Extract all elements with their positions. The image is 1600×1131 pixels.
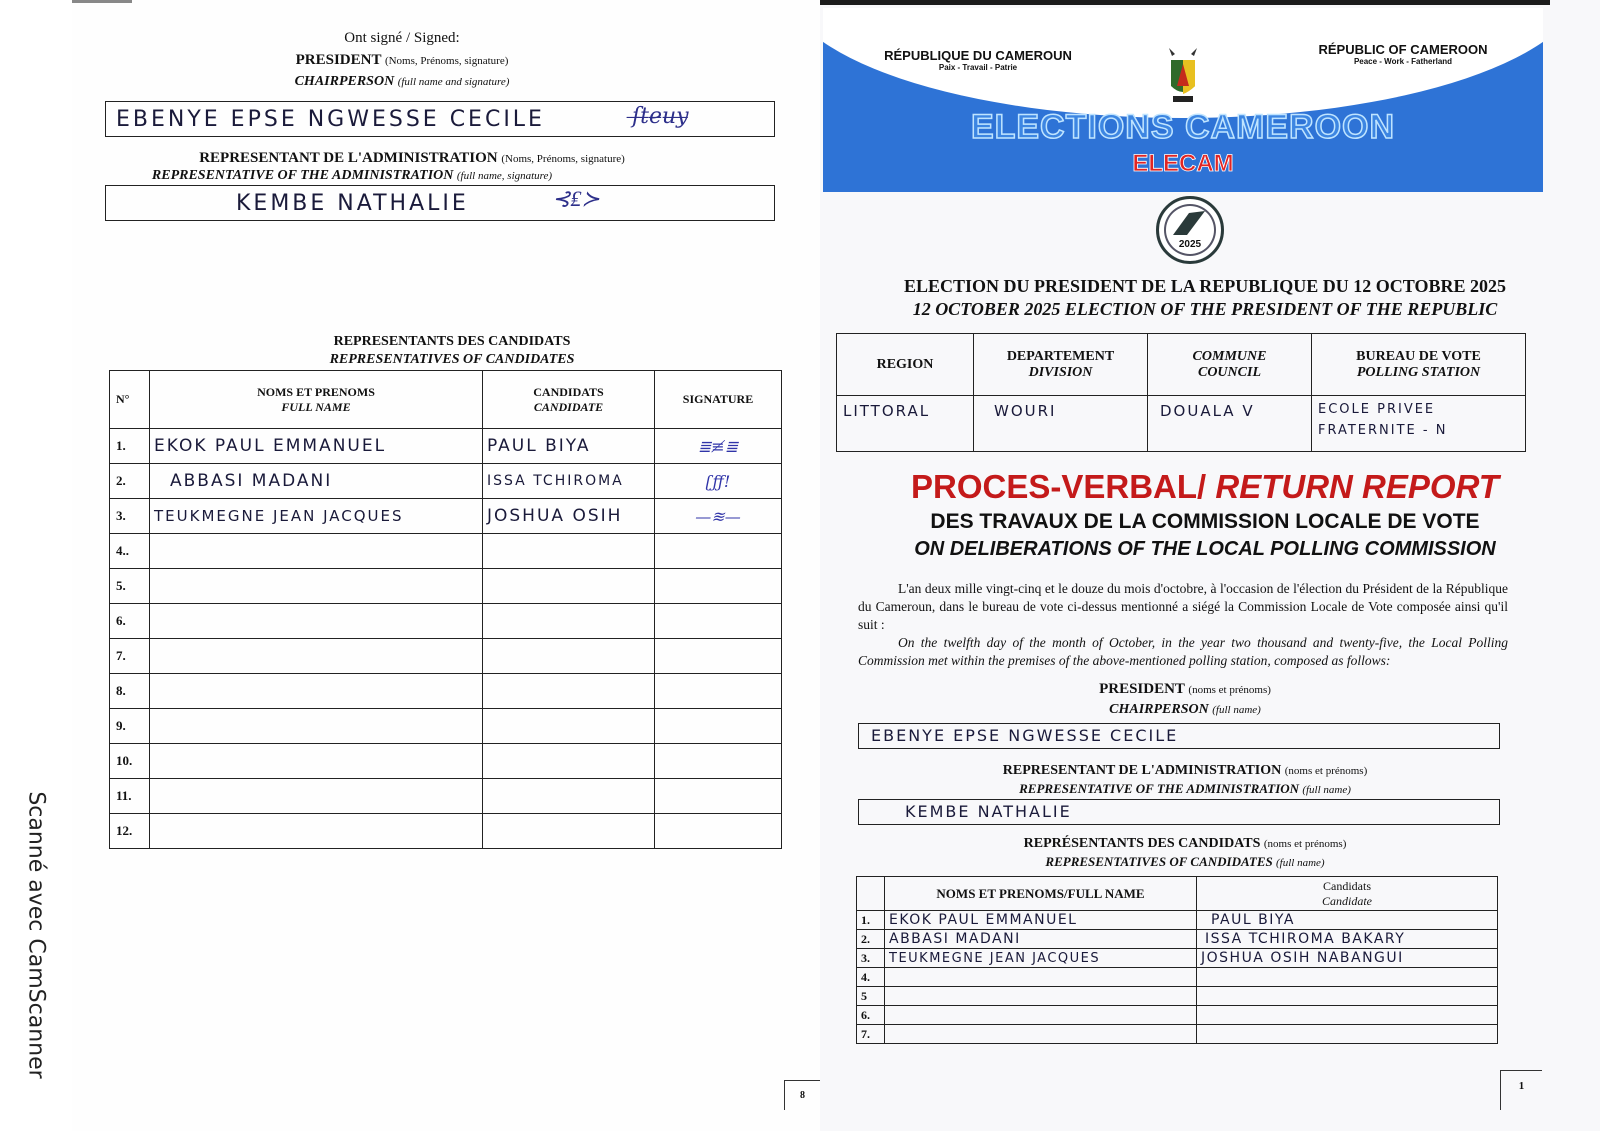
table-row: 12. (110, 814, 782, 849)
country-en: RÉPUBLIC OF CAMEROON Peace - Work - Fatherland (1318, 42, 1488, 66)
admin-label-fr: REPRESENTANT DE L'ADMINISTRATION (Noms, Prénoms, signature) (199, 150, 625, 166)
region-value: LITTORAL (837, 396, 974, 452)
table-row: 5. (110, 569, 782, 604)
banner-subtitle: ELECAM (1132, 150, 1234, 177)
table-row: 10. (110, 744, 782, 779)
chairperson-label-en: CHAIRPERSON (full name) (1109, 702, 1261, 717)
left-reps-table (109, 370, 782, 849)
election-title-en: 12 OCTOBER 2025 ELECTION OF THE PRESIDENT OF THE REPUBLIC (912, 299, 1498, 319)
intro-paragraph-en: On the twelfth day of the month of October, in the year two thousand and twenty-five, the Local Polling Commission met within the premises of the above-mentioned polling station, composed as follows: (858, 635, 1508, 668)
table-row: 7. (857, 1025, 1498, 1044)
council-value: DOUALA V (1148, 396, 1312, 452)
page-number: 1 (1500, 1070, 1542, 1110)
table-row: 6. (857, 1006, 1498, 1025)
table-row: 6. (110, 604, 782, 639)
admin-name: KEMBE NATHALIE (236, 190, 469, 216)
signature-scribble: ʗƒƒ! (655, 464, 782, 499)
division-value: WOURI (974, 396, 1148, 452)
reps-title-fr: REPRÉSENTANTS DES CANDIDATS (noms et prénoms) (1023, 836, 1347, 851)
table-row: 1. EKOK PAUL EMMANUEL PAUL BIYA (857, 911, 1498, 930)
col-division: DEPARTEMENT DIVISION (974, 334, 1148, 396)
col-polling-station: BUREAU DE VOTE POLLING STATION (1312, 334, 1526, 396)
reps-title-en: REPRESENTATIVES OF CANDIDATES (329, 352, 575, 367)
admin-name-field: KEMBE NATHALIE (858, 799, 1500, 825)
scanner-margin (0, 0, 72, 1131)
table-row (837, 396, 1526, 452)
elecam-banner (823, 8, 1543, 192)
col-num (857, 877, 885, 911)
president-label-fr: PRESIDENT (Noms, Prénoms, signature) (295, 52, 509, 68)
table-row: 3. TEUKMEGNE JEAN JACQUES JOSHUA OSIH —≋— (110, 499, 782, 534)
polling-station-value: ECOLE PRIVEE FRATERNITE - N (1312, 396, 1526, 452)
admin-name-field (105, 185, 775, 221)
col-region: REGION (837, 334, 974, 396)
report-subtitle-en: ON DELIBERATIONS OF THE LOCAL POLLING COMMISSION (914, 538, 1496, 560)
table-row: 8. (110, 674, 782, 709)
admin-signature: ⊰₤≻ (552, 187, 600, 212)
coat-of-arms-icon (1165, 46, 1201, 108)
col-signature: SIGNATURE (655, 371, 782, 429)
admin-label-en: REPRESENTATIVE OF THE ADMINISTRATION (full name) (1019, 781, 1351, 796)
table-row: 5 (857, 987, 1498, 1006)
banner-title: ELECTIONS CAMEROON (970, 108, 1396, 146)
signature-scribble: —≋— (655, 499, 782, 534)
election-logo-icon: 2025 (1156, 196, 1224, 264)
president-signature: ſ̶t̶e̶u̶y̶ (632, 104, 689, 129)
intro-paragraph-fr: L'an deux mille vingt-cinq et le douze du mois d'octobre, à l'occasion de l'élection du Président de la République du Cameroun, dans le bureau de vote ci-dessus mentionné a siégé la Commission Locale de Vote composée ainsi qu'il suit : (858, 581, 1508, 632)
president-name: EBENYE EPSE NGWESSE CECILE (116, 106, 545, 132)
location-table (836, 333, 1526, 452)
table-row: 2. ABBASI MADANI ISSA TCHIROMA ʗƒƒ! (110, 464, 782, 499)
right-page (820, 0, 1600, 1131)
country-fr: RÉPUBLIQUE DU CAMEROUN Paix - Travail - Patrie (884, 48, 1072, 72)
col-num: N° (110, 371, 150, 429)
left-page (72, 0, 820, 1131)
col-candidate: CANDIDATS CANDIDATE (483, 371, 655, 429)
scan-edge (72, 0, 132, 3)
election-title-fr: ELECTION DU PRESIDENT DE LA REPUBLIQUE DU 12 OCTOBRE 2025 (904, 276, 1506, 296)
reps-title-en: REPRESENTATIVES OF CANDIDATES (full name) (1045, 854, 1325, 869)
right-reps-table (856, 876, 1498, 1044)
table-row: 2. ABBASI MADANI ISSA TCHIROMA BAKARY (857, 930, 1498, 949)
col-council: COMMUNE COUNCIL (1148, 334, 1312, 396)
col-candidate: Candidats Candidate (1197, 877, 1498, 911)
reps-title-fr: REPRESENTANTS DES CANDIDATS (333, 334, 571, 349)
report-subtitle-fr: DES TRAVAUX DE LA COMMISSION LOCALE DE VOTE (930, 510, 1480, 533)
scan-edge (820, 0, 1550, 5)
table-row: 1. EKOK PAUL EMMANUEL PAUL BIYA ≣≢≣ (110, 429, 782, 464)
table-row: 11. (110, 779, 782, 814)
admin-label-fr: REPRESENTANT DE L'ADMINISTRATION (noms et prénoms) (1002, 763, 1368, 778)
president-name-field: EBENYE EPSE NGWESSE CECILE (858, 723, 1500, 749)
table-row: 4.. (110, 534, 782, 569)
scanner-watermark: Scanné avec CamScanner (23, 791, 49, 1079)
table-row: 9. (110, 709, 782, 744)
signed-title: Ont signé / Signed: (344, 30, 460, 46)
signature-scribble: ≣≢≣ (655, 429, 782, 464)
table-row: 7. (110, 639, 782, 674)
president-label-fr: PRESIDENT (noms et prénoms) (1099, 681, 1271, 697)
col-name: NOMS ET PRENOMS/FULL NAME (885, 877, 1197, 911)
page-number: 8 (784, 1080, 820, 1110)
admin-label-en: REPRESENTATIVE OF THE ADMINISTRATION (full name, signature) (151, 168, 553, 183)
col-name: NOMS ET PRENOMS FULL NAME (150, 371, 483, 429)
chairperson-label-en: CHAIRPERSON (full name and signature) (294, 74, 510, 89)
table-row: 4. (857, 968, 1498, 987)
table-row: 3. TEUKMEGNE JEAN JACQUES JOSHUA OSIH NABANGUI (857, 949, 1498, 968)
report-title: PROCES-VERBAL/ RETURN REPORT (911, 468, 1499, 505)
